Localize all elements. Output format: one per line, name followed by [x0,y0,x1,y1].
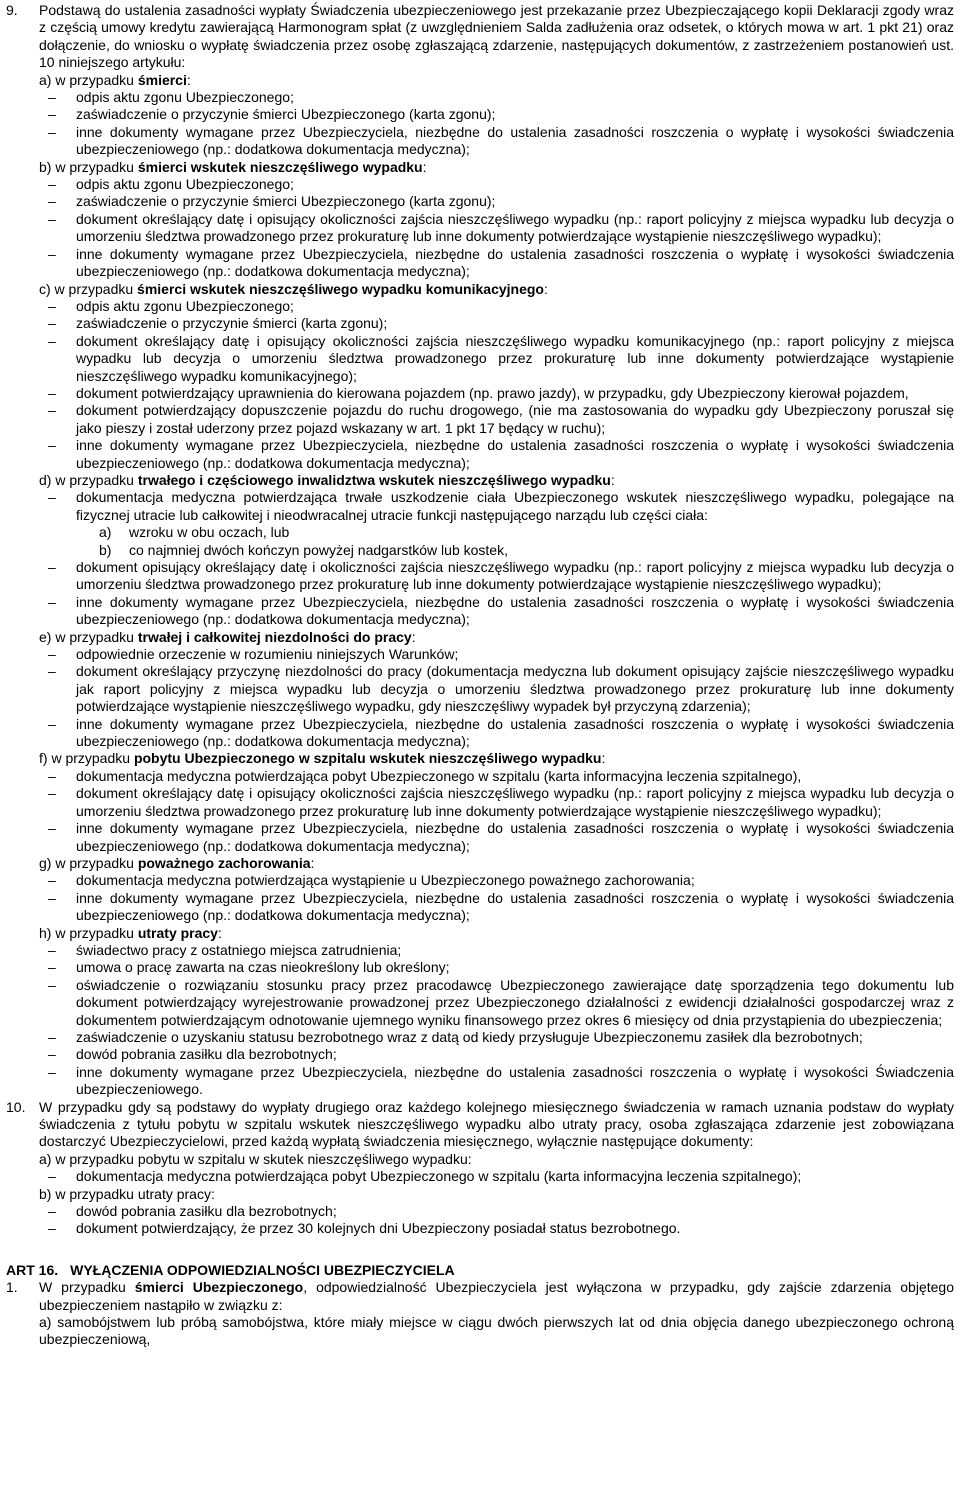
list-item: – dokument potwierdzający, że przez 30 kolejnych dni Ubezpieczony posiadał status bezrobotnego. [43,1220,954,1237]
section-heading: d) w przypadku trwałego i częściowego inwalidztwa wskutek nieszczęśliwego wypadku: [39,471,615,488]
list-item: – inne dokumenty wymagane przez Ubezpieczyciela, niezbędne do ustalenia zasadności roszczenia o wypłatę i wysokości świadczenia ubezpieczeniowego (np.: dodatkowa dokumentacja medyczna); [43,890,954,925]
list-item: – dokument określający datę i opisujący okoliczności zajścia nieszczęśliwego wypadku (np.: raport policyjny z miejsca wypadku lub decyzja o umorzeniu śledztwa prowadzonego przez prokuraturę lub inne dokumenty potwierdzające wystąpienie nieszczęśliwego wypadku); [43,785,954,820]
section-heading: g) w przypadku poważnego zachorowania: [39,854,315,871]
list-item: – inne dokumenty wymagane przez Ubezpieczyciela, niezbędne do ustalenia zasadności roszczenia o wypłatę i wysokości świadczenia ubezpieczeniowego (np.: dodatkowa dokumentacja medyczna); [43,437,954,472]
paragraph-9 [6,2,954,72]
list-item: – dokument określający datę i opisujący okoliczności zajścia nieszczęśliwego wypadku komunikacyjnego (np.: raport policyjny z miejsca wypadku lub decyzja o umorzeniu śledztwa prowadzonego przez prokuraturę lub inne dokumenty potwierdzające wystąpienie nieszczęśliwego wypadku komunikacyjnego); [43,333,954,385]
section-d [39,472,954,629]
list-item: – dokumentacja medyczna potwierdzająca trwałe uszkodzenie ciała Ubezpieczonego wskutek nieszczęśliwego wypadku, polegające na fizycznej utracie lub całkowitej i nieodwracalnej utracie funkcji następującego narządu lub części ciała: [43,489,954,524]
list-item: – oświadczenie o rozwiązaniu stosunku pracy przez pracodawcę Ubezpieczonego zawierające datę sporządzenia tego dokumentu lub dokument potwierdzający wyrejestrowanie prowadzonej przez Ubezpieczonego działalności z ewidencji działalności gospodarczej wraz z dokumentem potwierdzającym odnotowanie ujemnego wyniku finansowego przez okres 6 miesięcy od dnia przystąpienia do ubezpieczenia; [43,977,954,1029]
list-item: – odpis aktu zgonu Ubezpieczonego; [43,298,954,315]
section-a [39,72,954,159]
list-item: – dokumentacja medyczna potwierdzająca wystąpienie u Ubezpieczonego poważnego zachorowania; [43,872,954,889]
list-item: – dokument określający datę i opisujący okoliczności zajścia nieszczęśliwego wypadku (np.: raport policyjny z miejsca wypadku lub decyzja o umorzeniu śledztwa prowadzonego przez prokuraturę lub inne dokumenty potwierdzające wystąpienie nieszczęśliwego wypadku); [43,211,954,246]
list-item: – inne dokumenty wymagane przez Ubezpieczyciela, niezbędne do ustalenia zasadności roszczenia o wypłatę i wysokości świadczenia ubezpieczeniowego (np.: dodatkowa dokumentacja medyczna); [43,716,954,751]
list-item: – inne dokumenty wymagane przez Ubezpieczyciela, niezbędne do ustalenia zasadności roszczenia o wypłatę i wysokości Świadczenia ubezpieczeniowego. [43,1064,954,1099]
article-item-a: a) samobójstwem lub próbą samobójstwa, które miały miejsce w ciągu dwóch pierwszych lat od dnia objęcia danego ubezpieczonego ochroną ubezpieczeniową, [39,1314,954,1348]
list-item: – umowa o pracę zawarta na czas nieokreślony lub określony; [43,959,954,976]
list-item: – zaświadczenie o przyczynie śmierci Ubezpieczonego (karta zgonu); [43,193,954,210]
paragraph-number: 1. [6,1279,18,1296]
section-g [39,855,954,925]
list-item: – dokumentacja medyczna potwierdzająca pobyt Ubezpieczonego w szpitalu (karta informacyjna leczenia szpitalnego), [43,768,954,785]
list-item: – inne dokumenty wymagane przez Ubezpieczyciela, niezbędne do ustalenia zasadności roszczenia o wypłatę i wysokości świadczenia ubezpieczeniowego (np.: dodatkowa dokumentacja medyczna); [43,124,954,159]
article-title: WYŁĄCZENIA ODPOWIEDZIALNOŚCI UBEZPIECZYCIELA [70,1261,455,1278]
paragraph-10 [6,1099,954,1151]
section-heading: b) w przypadku śmierci wskutek nieszczęśliwego wypadku: [39,158,427,175]
article-number: ART 16. [6,1261,59,1278]
list-item: – dowód pobrania zasiłku dla bezrobotnych; [43,1203,954,1220]
list-item: – zaświadczenie o uzyskaniu statusu bezrobotnego wraz z datą od kiedy przysługuje Ubezpieczonemu zasiłek dla bezrobotnych; [43,1029,954,1046]
section-10a [39,1151,954,1186]
section-heading: c) w przypadku śmierci wskutek nieszczęśliwego wypadku komunikacyjnego: [39,280,548,297]
list-item: – dokument określający przyczynę niezdolności do pracy (dokumentacja medyczna lub dokument opisujący zajście nieszczęśliwego wypadku jak raport policyjny z miejsca wypadku lub decyzja o umorzeniu śledztwa prowadzonego przez prokuraturę lub inne dokumenty potwierdzające wystąpienie nieszczęśliwego wypadku, gdy nieszczęśliwy wypadek był przyczyną zdarzenia); [43,663,954,715]
paragraph-number: 10. [6,1098,26,1115]
section-heading: e) w przypadku trwałej i całkowitej niezdolności do pracy: [39,628,416,645]
list-item: – zaświadczenie o przyczynie śmierci (karta zgonu); [43,315,954,332]
list-item: – zaświadczenie o przyczynie śmierci Ubezpieczonego (karta zgonu); [43,106,954,123]
paragraph-text: Podstawą do ustalenia zasadności wypłaty Świadczenia ubezpieczeniowego jest przekazanie przez Ubezpieczającego kopii Deklaracji zgody wraz z częścią umowy kredytu zawierającą Harmonogram spłat (z uwzględnieniem Salda zadłużenia oraz odsetek, o których mowa w art. 1 pkt 21) oraz dołączenie, do wniosku o wypłatę świadczenia przez osobę zgłaszającą zdarzenie, następujących dokumentów, z zastrzeżeniem postanowień ust. 10 niniejszego artykułu: [39,2,954,71]
list-item: – dokument potwierdzający uprawnienia do kierowana pojazdem (np. prawo jazdy), w przypadku, gdy Ubezpieczony kierował pojazdem, [43,385,954,402]
list-item: – dokument opisujący określający datę i okoliczności zajścia nieszczęśliwego wypadku (np.: raport policyjny z miejsca wypadku lub decyzja o umorzeniu śledztwa prowadzonego przez prokuraturę lub inne dokumenty potwierdzające wystąpienie nieszczęśliwego wypadku); [43,559,954,594]
list-item: – odpis aktu zgonu Ubezpieczonego; [43,89,954,106]
list-item: – inne dokumenty wymagane przez Ubezpieczyciela, niezbędne do ustalenia zasadności roszczenia o wypłatę i wysokości świadczenia ubezpieczeniowego (np.: dodatkowa dokumentacja medyczna); [43,246,954,281]
sub-list-item: b) co najmniej dwóch kończyn powyżej nadgarstków lub kostek, [99,541,508,558]
section-b [39,159,954,281]
article-heading [6,1262,954,1279]
section-10b [39,1186,954,1238]
paragraph-text: W przypadku gdy są podstawy do wypłaty drugiego oraz każdego kolejnego miesięcznego świadczenia w ramach uznania podstaw do wypłaty świadczenia z tytułu pobytu w szpitalu wskutek nieszczęśliwego wypadku albo utraty pracy, osoba zgłaszająca zdarzenie jest zobowiązana dostarczyć Ubezpieczycielowi, przed każdą wypłatą świadczenia miesięcznego, wyłącznie następujące dokumenty: [39,1098,954,1150]
list-item: – dokumentacja medyczna potwierdzająca pobyt Ubezpieczonego w szpitalu (karta informacyjna leczenia szpitalnego); [43,1168,954,1185]
sub-list-item: a) wzroku w obu oczach, lub [99,524,290,541]
list-item: – inne dokumenty wymagane przez Ubezpieczyciela, niezbędne do ustalenia zasadności roszczenia o wypłatę i wysokości świadczenia ubezpieczeniowego (np.: dodatkowa dokumentacja medyczna); [43,594,954,629]
section-heading: f) w przypadku pobytu Ubezpieczonego w szpitalu wskutek nieszczęśliwego wypadku: [39,750,606,767]
section-h [39,925,954,1099]
section-heading: a) w przypadku śmierci: [39,71,191,88]
section-e [39,629,954,751]
paragraph-number: 9. [6,2,18,18]
section-heading: b) w przypadku utraty pracy: [39,1185,215,1202]
section-heading: h) w przypadku utraty pracy: [39,924,222,941]
section-c [39,281,954,472]
article-paragraph-1: 1. W przypadku śmierci Ubezpieczonego, odpowiedzialność Ubezpieczyciela jest wyłączona w przypadku, gdy zajście zdarzenia objętego ubezpieczeniem nastąpiło w związku z: [6,1279,954,1313]
section-f [39,750,954,854]
list-item: – inne dokumenty wymagane przez Ubezpieczyciela, niezbędne do ustalenia zasadności roszczenia o wypłatę i wysokości świadczenia ubezpieczeniowego (np.: dodatkowa dokumentacja medyczna); [43,820,954,855]
list-item: – świadectwo pracy z ostatniego miejsca zatrudnienia; [43,942,954,959]
list-item: – dowód pobrania zasiłku dla bezrobotnych; [43,1046,954,1063]
list-item: – dokument potwierdzający dopuszczenie pojazdu do ruchu drogowego, (nie ma zastosowania do wypadku gdy Ubezpieczony poruszał się jako pieszy i został uderzony przez pojazd wskazany w art. 1 pkt 17 będący w ruchu); [43,402,954,437]
list-item: – odpowiednie orzeczenie w rozumieniu niniejszych Warunków; [43,646,954,663]
list-item: – odpis aktu zgonu Ubezpieczonego; [43,176,954,193]
section-heading: a) w przypadku pobytu w szpitalu w skutek nieszczęśliwego wypadku: [39,1150,472,1167]
